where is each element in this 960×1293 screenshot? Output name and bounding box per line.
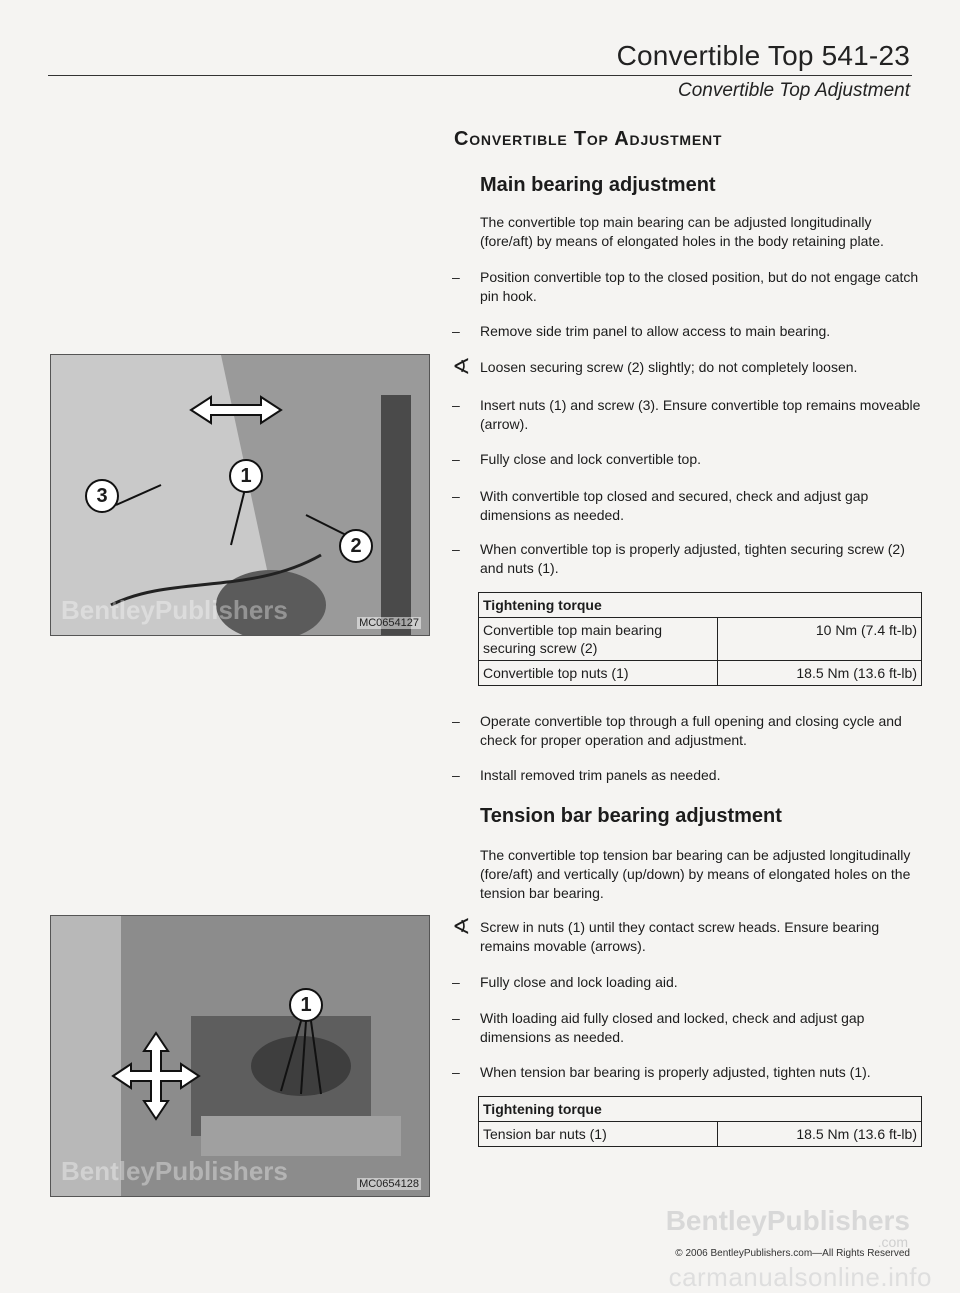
torque-value: 18.5 Nm (13.6 ft-lb) (718, 661, 922, 686)
step-text: Operate convertible top through a full opening and closing cycle and check for proper operation and adjustment. (480, 713, 902, 748)
step-text: Fully close and lock convertible top. (480, 451, 701, 467)
step-text: With loading aid fully closed and locked, check and adjust gap dimensions as needed. (480, 1010, 865, 1045)
step (452, 540, 922, 578)
figure-id: MC0654127 (359, 617, 419, 629)
step (452, 396, 922, 434)
main-bearing-heading: Main bearing adjustment (480, 174, 716, 196)
figure-id: MC0654128 (359, 1178, 419, 1190)
dash-marker: – (452, 451, 460, 467)
callout-3: 3 (85, 479, 119, 513)
step-text: Remove side trim panel to allow access to main bearing. (480, 323, 831, 339)
figure-tension-bar (50, 915, 430, 1197)
step-text: Insert nuts (1) and screw (3). Ensure convertible top remains moveable (arrow). (480, 397, 921, 432)
callout-1: 1 (289, 988, 323, 1022)
step-text: Position convertible top to the closed position, but do not engage catch pin hook. (480, 269, 919, 304)
dash-marker: – (452, 397, 460, 413)
table-row (479, 661, 922, 686)
figure-main-bearing (50, 354, 430, 636)
dash-marker: – (452, 269, 460, 285)
copyright-notice: © 2006 BentleyPublishers.com—All Rights Reserved (675, 1248, 910, 1259)
step (452, 1063, 922, 1082)
step (452, 712, 922, 750)
step-text: With convertible top closed and secured, check and adjust gap dimensions as needed. (480, 488, 869, 523)
figure-pointer-icon: ∢ (452, 354, 471, 379)
torque-table-header: Tightening torque (479, 593, 922, 618)
step (452, 354, 922, 379)
section-title: Convertible Top Adjustment (454, 128, 723, 150)
dash-marker: – (452, 974, 460, 990)
torque-table-header: Tightening torque (479, 1097, 922, 1122)
torque-table-main (478, 592, 922, 686)
brand-logo: BentleyPublishers (665, 1205, 910, 1236)
callout-2: 2 (339, 529, 373, 563)
figure-tension-bar-illustration (51, 916, 429, 1196)
tension-bar-heading: Tension bar bearing adjustment (480, 805, 782, 827)
table-row (479, 618, 922, 661)
figure-pointer-icon: ∢ (452, 914, 471, 939)
page-header-subtitle: Convertible Top Adjustment (678, 80, 910, 101)
figure-watermark: BentleyPublishers (61, 595, 288, 625)
step (452, 766, 922, 785)
main-bearing-intro: The convertible top main bearing can be adjusted longitudinally (fore/aft) by means of elongated holes in the body retaining plate. (480, 214, 884, 249)
step (452, 450, 922, 469)
dash-marker: – (452, 1064, 460, 1080)
torque-table-tension (478, 1096, 922, 1147)
dash-marker: – (452, 488, 460, 504)
step (452, 322, 922, 341)
torque-value: 18.5 Nm (13.6 ft-lb) (718, 1122, 922, 1147)
step-text: When tension bar bearing is properly adjusted, tighten nuts (1). (480, 1064, 871, 1080)
step (452, 973, 922, 992)
dash-marker: – (452, 1010, 460, 1026)
page-header-title: Convertible Top 541-23 (616, 40, 910, 71)
dash-marker: – (452, 541, 460, 557)
step (452, 268, 922, 306)
step-text: Install removed trim panels as needed. (480, 767, 721, 783)
dash-marker: – (452, 323, 460, 339)
step-text: When convertible top is properly adjusted, tighten securing screw (2) and nuts (1). (480, 541, 905, 576)
figure-watermark: BentleyPublishers (61, 1156, 288, 1186)
dash-marker: – (452, 713, 460, 729)
brand-com: .com (877, 1234, 908, 1250)
torque-value: 10 Nm (7.4 ft-lb) (718, 618, 922, 661)
torque-item: Convertible top main bearing securing screw (2) (479, 618, 718, 661)
step (452, 914, 922, 956)
callout-1: 1 (229, 459, 263, 493)
step (452, 487, 922, 525)
step-text: Fully close and lock loading aid. (480, 974, 678, 990)
site-watermark: carmanualsonline.info (668, 1262, 932, 1292)
step (452, 1009, 922, 1047)
step-text: Loosen securing screw (2) slightly; do not completely loosen. (480, 359, 858, 375)
header-divider (48, 75, 912, 76)
torque-item: Convertible top nuts (1) (479, 661, 718, 686)
step-text: Screw in nuts (1) until they contact screw heads. Ensure bearing remains movable (arrows). (480, 919, 880, 954)
tension-bar-intro: The convertible top tension bar bearing can be adjusted longitudinally (fore/aft) and vertically (up/down) by means of elongated holes on the tension bar bearing. (480, 847, 911, 901)
dash-marker: – (452, 767, 460, 783)
torque-item: Tension bar nuts (1) (479, 1122, 718, 1147)
table-row (479, 1122, 922, 1147)
